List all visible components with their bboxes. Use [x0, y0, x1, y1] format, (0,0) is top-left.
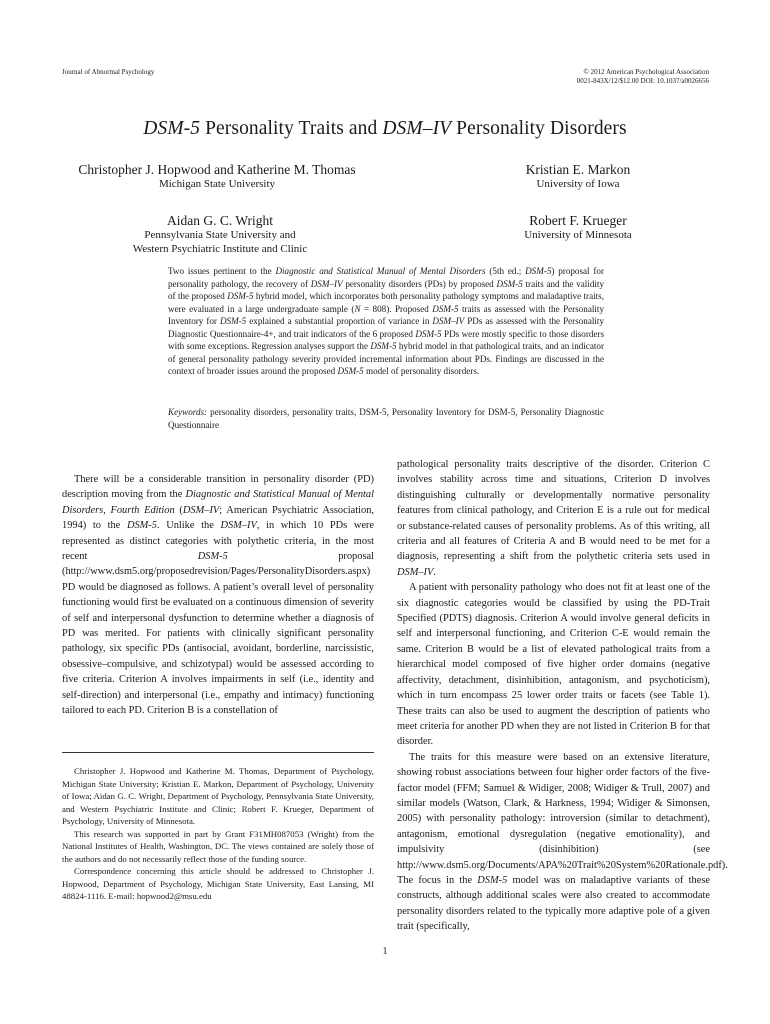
author-affiliation-2: Western Psychiatric Institute and Clinic: [132, 243, 308, 255]
doi-line: 0021-843X/12/$12.00 DOI: 10.1037/a0026656: [576, 76, 709, 85]
keywords-label: Keywords:: [168, 407, 208, 417]
author-block-krueger: [478, 214, 678, 242]
author-name: Robert F. Krueger: [529, 213, 627, 228]
article-title: DSM-5 Personality Traits and DSM–IV Personality Disorders: [143, 118, 627, 139]
body-paragraph: pathological personality traits descriptive of the disorder. Criterion C involves stability across time and situations, Criterion D involves distinguishing culturally or developmentally normative personality features from clinical pathology, and Criterion E is a rule out for medical or substance-related causes of personality problems. As of this writing, all criteria and all features of Criteria A and B would need to be met for a diagnosis, representing a shift from the polythetic criteria sets used in DSM–IV.: [397, 459, 710, 578]
author-block-wright: [100, 214, 340, 256]
footnote-affiliations: Christopher J. Hopwood and Katherine M. Thomas, Department of Psychology, Michigan State University; Kristian E. Markon, Department of Psychology, University of Iowa; Aidan G. C. Wright, Department of Psychology, Pennsylvania State University, and Western Psychiatric Institute and Clinic; Robert F. Krueger, Department of Psychology, University of Minnesota.: [62, 766, 374, 826]
page-number: 1: [382, 946, 388, 957]
body-paragraph: The traits for this measure were based on an extensive literature, showing robust associations between four higher order factors of the five-factor model (FFM; Samuel & Widiger, 2008; Widiger & Trull, 2007) and similar models (Watson, Clark, & Harkness, 1994; Widiger & Simonsen, 2005) with personality pathology: introversion (similar to detachment), antagonism, emotional dysregulation (negative emotionality), and impulsivity (disinhibition) (see http://www.dsm5.org/Documents/APA%20Trait%20System%20Rationale.pdf). The focus in the DSM-5 model was on maladaptive variants of these constructs, although additional scales were also created to accommodate personality disorders related to the typically more adaptive pole of a given trait (specifically,: [397, 751, 728, 933]
author-name: Christopher J. Hopwood and Katherine M. Thomas: [78, 162, 356, 177]
author-affiliation: University of Minnesota: [524, 229, 632, 241]
body-column-left: [62, 472, 374, 719]
author-affiliation: Michigan State University: [158, 178, 276, 190]
author-name: Kristian E. Markon: [525, 162, 631, 177]
publication-info: [577, 68, 709, 85]
footnote-correspondence: Correspondence concerning this article should be addressed to Christopher J. Hopwood, Department of Psychology, Michigan State University, East Lansing, MI 48824-1116. E-mail: hopwood2@msu.edu: [62, 866, 374, 901]
abstract: Two issues pertinent to the Diagnostic and Statistical Manual of Mental Disorders (5th ed.; DSM-5) proposal for personality pathology, the recovery of DSM–IV personality disorders (PDs) by proposed DSM-5 traits and the validity of the proposed DSM-5 hybrid model, which incorporates both personality pathology symptoms and maladaptive traits, were evaluated in a large undergraduate sample (N = 808). Proposed DSM-5 traits as assessed with the Personality Inventory for DSM-5 explained a substantial proportion of variance in DSM–IV PDs as assessed with the Personality Diagnostic Questionnaire-4+, and trait indicators of the 6 proposed DSM-5 PDs were mostly specific to those disorders with some exceptions. Regression analyses support the DSM-5 hybrid model in that pathological traits, and an indicator of general personality pathology severity provided incremental information about PDs. Findings are discussed in the context of broader issues around the proposed DSM-5 model of personality disorders.: [168, 266, 605, 376]
body-column-right: [397, 457, 728, 935]
author-name: Aidan G. C. Wright: [166, 213, 274, 228]
footnote-funding: This research was supported in part by Grant F31MH087053 (Wright) from the National Institutes of Health, Washington, DC. The views contained are solely those of the authors and do not necessarily reflect those of the funding source.: [62, 828, 374, 864]
footnote-divider: [62, 752, 374, 753]
author-affiliation: Pennsylvania State University and: [144, 229, 296, 241]
author-block-markon: [478, 163, 678, 191]
author-affiliation: University of Iowa: [536, 178, 620, 190]
body-paragraph: A patient with personality pathology who does not fit at least one of the six diagnostic categories would be classified by using the PD-Trait Specified (PDTS) diagnosis. Criterion A would involve general deficits in self and interpersonal functioning, and Criterion C-E would remain the same. Criterion B would be a list of elevated pathological traits from a hierarchical model composed of five higher order domains (negative affectivity, detachment, disinhibition, antagonism, and psychoticism), which in turn encompass 25 lower order traits or facets (see Table 1). These traits can also be used to augment the description of patients who meet criteria for another PD when they are not listed in Criterion B for that disorder.: [397, 582, 710, 748]
copyright-line: © 2012 American Psychological Association: [583, 68, 709, 76]
author-note: [62, 765, 374, 903]
journal-name: Journal of Abnormal Psychology: [62, 68, 155, 76]
keywords: Keywords: personality disorders, personality traits, DSM-5, Personality Inventory for DSM-5, Personality Diagnostic Questionnaire: [168, 407, 604, 430]
body-paragraph: There will be a considerable transition in personality disorder (PD) description moving from the Diagnostic and Statistical Manual of Mental Disorders, Fourth Edition (DSM–IV; American Psychiatric Association, 1994) to the DSM-5. Unlike the DSM–IV, in which 10 PDs were represented as distinct categories with polythetic criteria, in the most recent DSM-5 proposal (http://www.dsm5.org/proposedrevision/Pages/PersonalityDisorders.aspx) PD would be diagnosed as follows. A patient’s overall level of personality functioning would first be evaluated on a continuous dimension of severity of self and interpersonal dysfunction to determine whether a diagnosis of PD was merited. For patients with clinically significant personality pathology, six specific PDs (antisocial, avoidant, borderline, narcissistic, obsessive–compulsive, and schizotypal) would be assessed according to five criteria. Criterion A involves impairments in self (i.e., identity and self-direction) and interpersonal (i.e., empathy and intimacy) functioning tailored to each PD. Criterion B is a constellation of: [62, 474, 375, 717]
author-block-hopwood-thomas: [62, 163, 372, 191]
